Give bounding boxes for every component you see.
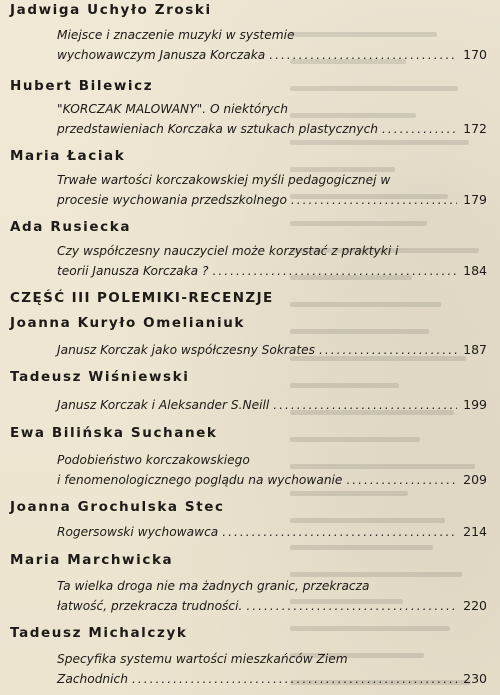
entry-title: Zachodnich (57, 672, 128, 686)
entry-title-line (57, 45, 487, 65)
entry-title: Specyfika systemu wartości mieszkańców Ziem (57, 652, 348, 666)
dot-leader (382, 120, 457, 139)
entry-title: Czy współczesny nauczyciel może korzystać z praktyki i (57, 244, 399, 258)
dot-leader (319, 341, 457, 360)
entry-title-line (57, 261, 487, 281)
entry-title: przedstawieniach Korczaka w sztukach plastycznych (57, 122, 379, 136)
toc-entry[interactable] (57, 577, 487, 616)
author-name: Tadeusz Wiśniewski (10, 369, 190, 385)
author-name: Ewa Bilińska Suchanek (10, 425, 218, 441)
page-number: 170 (463, 47, 487, 62)
entry-title-line (57, 451, 487, 470)
entry-title-line (57, 395, 487, 415)
dot-leader (132, 670, 457, 689)
entry-title: Ta wielka droga nie ma żadnych granic, przekracza (57, 579, 370, 593)
entry-title: wychowawczym Janusza Korczaka (57, 48, 266, 62)
page-number: 214 (463, 524, 487, 539)
entry-title: i fenomenologicznego poglądu na wychowanie (57, 473, 343, 487)
page-number: 172 (463, 121, 487, 136)
page-number: 199 (463, 397, 487, 412)
entry-title-line (57, 100, 487, 119)
entry-title: Janusz Korczak jako współczesny Sokrates (57, 343, 316, 357)
entry-title: teorii Janusza Korczaka ? (57, 264, 209, 278)
toc-entry[interactable] (57, 100, 487, 139)
dot-leader (346, 471, 457, 490)
toc-entry[interactable] (57, 522, 487, 542)
toc-entry[interactable] (57, 171, 487, 210)
entry-title-line (57, 171, 487, 190)
page-number: 209 (463, 472, 487, 487)
dot-leader (222, 523, 457, 542)
entry-title-line (57, 242, 487, 261)
dot-leader (291, 191, 457, 210)
toc-entry[interactable] (57, 650, 487, 689)
toc-entry[interactable] (57, 451, 487, 490)
entry-title: procesie wychowania przedszkolnego (57, 193, 287, 207)
section-heading: CZĘŚĆ III POLEMIKI-RECENZJE (10, 290, 274, 306)
author-name: Hubert Bilewicz (10, 78, 154, 94)
toc-entry[interactable] (57, 395, 487, 415)
author-name: Maria Łaciak (10, 148, 126, 164)
page-number: 179 (463, 192, 487, 207)
page-number: 184 (463, 263, 487, 278)
author-name: Jadwiga Uchyło Zroski (10, 2, 212, 18)
dot-leader (246, 597, 457, 616)
dot-leader (212, 262, 457, 281)
entry-title: "KORCZAK MALOWANY". O niektórych (57, 102, 288, 116)
page-number: 220 (463, 598, 487, 613)
entry-title-line (57, 650, 487, 669)
author-name: Maria Marchwicka (10, 552, 174, 568)
entry-title: Miejsce i znaczenie muzyki w systemie (57, 28, 295, 42)
toc-entry[interactable] (57, 340, 487, 360)
entry-title-line (57, 470, 487, 490)
entry-title-line (57, 522, 487, 542)
entry-title-line (57, 340, 487, 360)
page-number: 187 (463, 342, 487, 357)
author-name: Ada Rusiecka (10, 219, 132, 235)
page-number: 230 (463, 671, 487, 686)
entry-title-line (57, 190, 487, 210)
author-name: Joanna Kuryło Omelianiuk (10, 315, 246, 331)
entry-title-line (57, 669, 487, 689)
entry-title: Rogersowski wychowawca (57, 525, 219, 539)
entry-title-line (57, 596, 487, 616)
entry-title: Podobieństwo korczakowskiego (57, 453, 250, 467)
author-name: Joanna Grochulska Stec (10, 499, 225, 515)
author-name: Tadeusz Michalczyk (10, 625, 188, 641)
toc-entry[interactable] (57, 26, 487, 65)
entry-title-line (57, 119, 487, 139)
entry-title-line (57, 577, 487, 596)
entry-title: Janusz Korczak i Aleksander S.Neill (57, 398, 270, 412)
toc-entry[interactable] (57, 242, 487, 281)
entry-title-line (57, 26, 487, 45)
dot-leader (269, 46, 457, 65)
entry-title: Trwałe wartości korczakowskiej myśli pedagogicznej w (57, 173, 391, 187)
entry-title: łatwość, przekracza trudności. (57, 599, 243, 613)
dot-leader (273, 396, 457, 415)
